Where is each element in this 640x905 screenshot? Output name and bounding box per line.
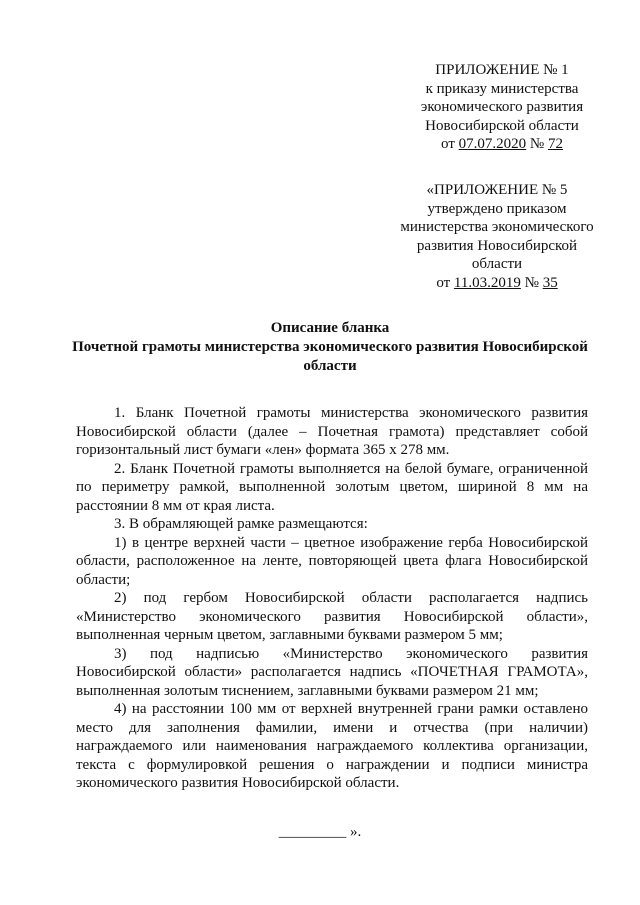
appendix-1-line4: Новосибирской области: [425, 117, 579, 134]
appendix-1-date-line: от 07.07.2020 № 72: [441, 136, 563, 152]
appendix-1-number: 72: [547, 136, 563, 152]
appendix-5-header: [392, 181, 602, 292]
appendix-5-line2: утверждено приказом: [427, 200, 567, 217]
appendix-5-line3: министерства экономического: [400, 219, 594, 235]
title-line-1: Описание бланка: [270, 320, 390, 336]
paragraph-3: 3. В обрамляющей рамке размещаются:: [114, 516, 368, 532]
appendix-1-title: ПРИЛОЖЕНИЕ № 1: [435, 62, 569, 78]
appendix-5-line5: области: [471, 256, 523, 272]
appendix-5-date: 11.03.2019: [453, 274, 521, 291]
title-line-2: Почетной грамоты министерства экономического развития Новосибирской области: [72, 339, 588, 374]
appendix-5-date-line: от 11.03.2019 № 35: [436, 274, 558, 291]
appendix-5-title: «ПРИЛОЖЕНИЕ № 5: [426, 182, 568, 198]
appendix-1-line3: экономического развития: [420, 99, 584, 115]
closing-line: _________ ».: [278, 824, 362, 840]
document-title: [60, 319, 600, 376]
paragraph-2: 2. Бланк Почетной грамоты выполняется на белой бумаге, ограниченной по периметру рамкой, выполненной золотым цветом, шириной 8 мм на расстоянии 8 мм от края листа.: [76, 460, 588, 514]
document-body: [76, 404, 588, 793]
paragraph-3-item-2: 2) под гербом Новосибирской области располагается надпись «Министерство экономического развития Новосибирской области», выполненная черным цветом, заглавными буквами размером 5 мм;: [76, 590, 588, 643]
appendix-1-header: [392, 61, 612, 154]
appendix-1-date: 07.07.2020: [458, 136, 527, 152]
paragraph-3-item-1: 1) в центре верхней части – цветное изображение герба Новосибирской области, расположенное на ленте, повторяющей цвета флага Новосибирской области;: [76, 534, 588, 588]
paragraph-3-item-4: 4) на расстоянии 100 мм от верхней внутренней грани рамки оставлено место для заполнения фамилии, имени и отчества (при наличии) награждаемого или наименования награждаемого коллектива организации, текста с формулировкой решения о награждении и подписи министра экономического развития Новосибирской области.: [76, 701, 588, 791]
paragraph-1: 1. Бланк Почетной грамоты министерства экономического развития Новосибирской области (далее – Почетная грамота) представляет собой горизонтальный лист бумаги «лен» формата 365 х 278 мм.: [76, 405, 588, 458]
appendix-5-line4: развития Новосибирской: [416, 237, 578, 254]
appendix-1-line2: к приказу министерства: [425, 80, 579, 97]
appendix-5-number: 35: [542, 274, 558, 291]
paragraph-3-item-3: 3) под надписью «Министерство экономического развития Новосибирской области» располагается надпись «ПОЧЕТНАЯ ГРАМОТА», выполненная золотым тиснением, заглавными буквами размером 21 мм;: [76, 645, 588, 699]
